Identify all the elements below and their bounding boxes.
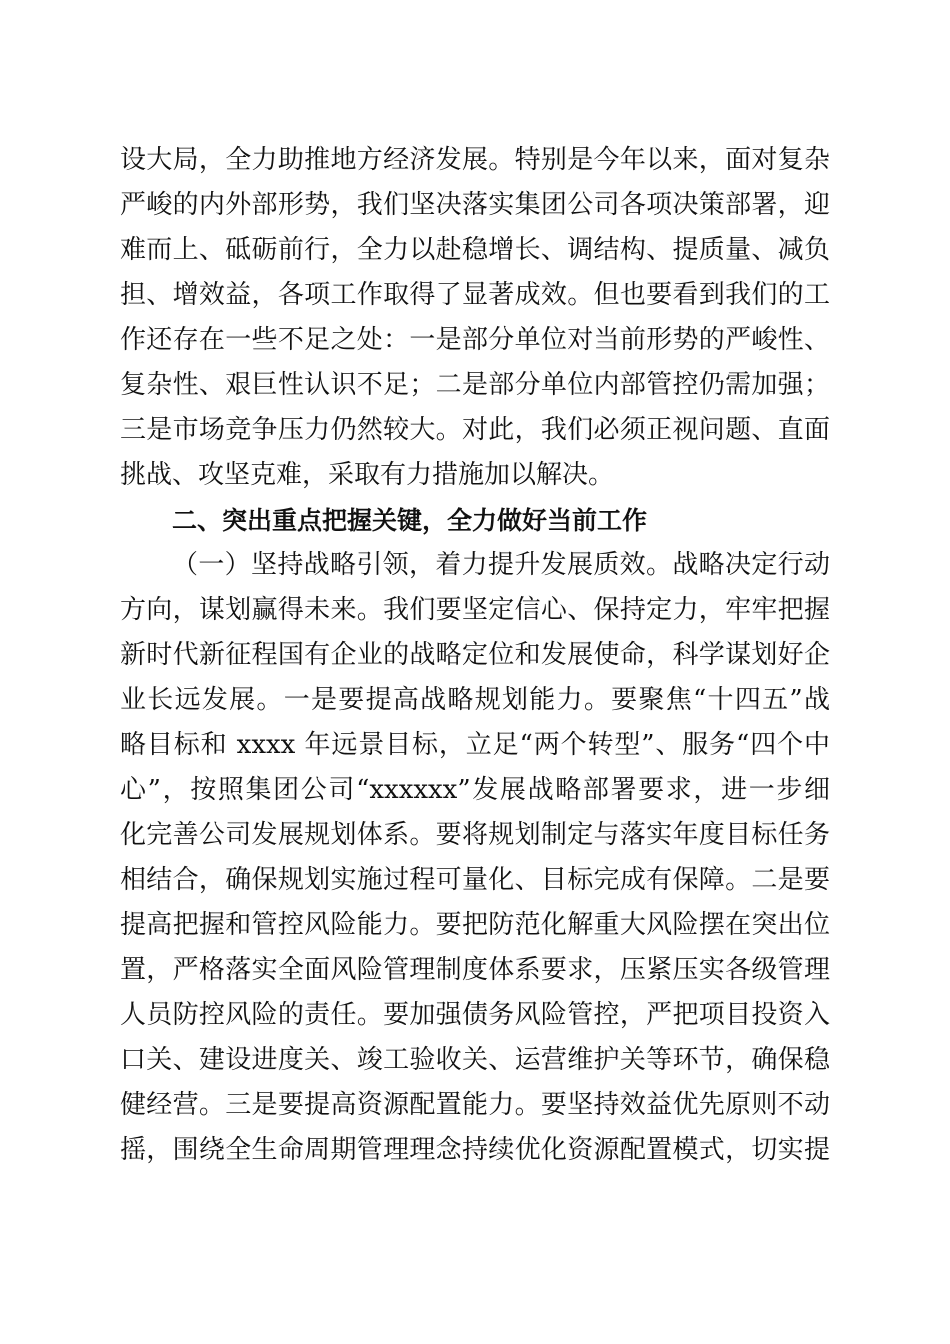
paragraph-line: 挑战、攻坚克难，采取有力措施加以解决。 (120, 460, 615, 490)
paragraph-line: 心”，按照集团公司“xxxxxx”发展战略部署要求，进一步细 (120, 775, 830, 805)
paragraph-line: 方向，谋划赢得未来。我们要坚定信心、保持定力，牢牢把握 (120, 595, 830, 625)
paragraph-2 (120, 543, 830, 1173)
paragraph-line: 设大局，全力助推地方经济发展。特别是今年以来，面对复杂 (120, 145, 830, 175)
paragraph-line: 提高把握和管控风险能力。要把防范化解重大风险摆在突出位 (120, 910, 830, 940)
paragraph-line: 担、增效益，各项工作取得了显著成效。但也要看到我们的工 (120, 280, 830, 310)
paragraph-line: 新时代新征程国有企业的战略定位和发展使命，科学谋划好企 (120, 640, 830, 670)
paragraph-line: 作还存在一些不足之处：一是部分单位对当前形势的严峻性、 (120, 325, 830, 355)
paragraph-line: （一）坚持战略引领，着力提升发展质效。战略决定行动 (172, 550, 830, 580)
paragraph-line: 难而上、砥砺前行，全力以赴稳增长、调结构、提质量、减负 (120, 235, 830, 265)
section-heading: 二、突出重点把握关键，全力做好当前工作 (172, 506, 648, 535)
paragraph-line: 健经营。三是要提高资源配置能力。要坚持效益优先原则不动 (120, 1090, 830, 1120)
paragraph-line: 人员防控风险的责任。要加强债务风险管控，严把项目投资入 (120, 1000, 830, 1030)
paragraph-line: 化完善公司发展规划体系。要将规划制定与落实年度目标任务 (120, 820, 830, 850)
paragraph-line: 相结合，确保规划实施过程可量化、目标完成有保障。二是要 (120, 865, 830, 895)
paragraph-line: 置，严格落实全面风险管理制度体系要求，压紧压实各级管理 (120, 955, 830, 985)
paragraph-line: 略目标和 xxxx 年远景目标，立足“两个转型”、服务“四个中 (120, 730, 830, 760)
paragraph-line: 复杂性、艰巨性认识不足；二是部分单位内部管控仍需加强； (120, 370, 830, 400)
paragraph-line: 三是市场竞争压力仍然较大。对此，我们必须正视问题、直面 (120, 415, 830, 445)
paragraph-line: 业长远发展。一是要提高战略规划能力。要聚焦“十四五”战 (120, 685, 830, 715)
document-body (120, 138, 830, 1173)
paragraph-line: 摇，围绕全生命周期管理理念持续优化资源配置模式，切实提 (120, 1135, 830, 1165)
paragraph-line: 口关、建设进度关、竣工验收关、运营维护关等环节，确保稳 (120, 1045, 830, 1075)
paragraph-line: 严峻的内外部形势，我们坚决落实集团公司各项决策部署，迎 (120, 190, 830, 220)
paragraph-1 (120, 138, 830, 498)
